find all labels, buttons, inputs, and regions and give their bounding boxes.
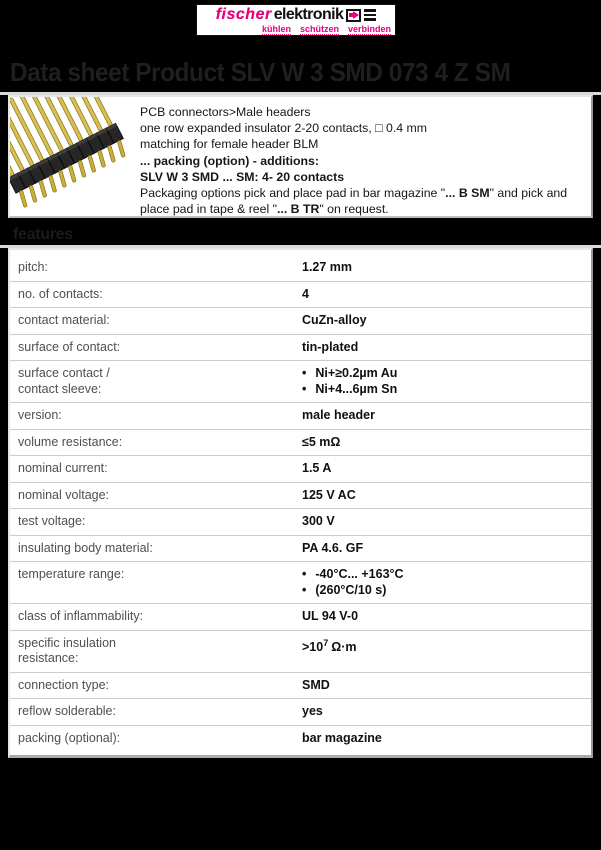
logo-brand-fischer: fischer: [215, 6, 272, 23]
logo-brand-elektronik: elektronik: [273, 6, 344, 23]
product-line-matching: matching for female header BLM: [140, 137, 319, 152]
code-b-tr: ... B TR: [277, 202, 320, 217]
product-line-packing-option: ... packing (option) - additions:: [140, 153, 319, 168]
table-row-surface-of-contact: [10, 335, 591, 362]
tagline-word-kuehlen: kühlen: [261, 24, 291, 34]
tagline-word-schuetzen: schützen: [299, 24, 339, 34]
features-table: [8, 248, 593, 758]
row-label: connection type:: [18, 677, 110, 692]
row-value: 1.5 A: [302, 461, 332, 475]
row-value: • -40°C... +163°C • (260°C/10 s): [302, 567, 404, 597]
row-label: nominal current:: [18, 461, 108, 475]
row-label-line1: specific insulation: [18, 635, 116, 650]
row-value: tin-plated: [302, 339, 359, 354]
row-value: SMD: [302, 677, 330, 692]
row-label: test voltage:: [18, 514, 86, 528]
row-value: male header: [302, 408, 375, 422]
row-label: no. of contacts:: [18, 286, 103, 301]
table-row-surface-contact-sleeve: [10, 361, 591, 403]
row-label: pitch:: [18, 260, 48, 274]
row-label-line1: surface contact /: [18, 366, 110, 380]
table-row-packing: [10, 726, 591, 752]
table-row-connection-type: [10, 673, 591, 700]
row-label: surface of contact:: [18, 339, 121, 354]
table-row-volume-resistance: [10, 430, 591, 457]
row-value: ≤5 mΩ: [302, 434, 341, 449]
row-value: • Ni+≥0.2µm Au • Ni+4...6µm Sn: [302, 366, 398, 396]
bullet-icon: •: [302, 366, 307, 380]
row-value: bar magazine: [302, 730, 382, 745]
row-label: insulating body material:: [18, 540, 153, 555]
row-value: 4: [302, 286, 309, 301]
pin-header-illustration: [10, 97, 132, 216]
table-row-version: [10, 403, 591, 430]
row-value: $>10^7$ Ω·m: [302, 637, 357, 654]
product-line-category: PCB connectors>Male headers: [140, 105, 311, 119]
fischer-elektronik-logo: [196, 4, 396, 36]
product-line-packaging: Packaging options pick and place pad in bar magazine "... B SM" and pick and place pad in tape & reel "... B TR" on request.: [140, 186, 568, 217]
page-title: Data sheet Product SLV W 3 SMD 073 4 Z SM: [10, 57, 511, 87]
table-row-insulating-body-material: [10, 536, 591, 563]
table-row-contact-material: [10, 308, 591, 335]
row-value: 125 V AC: [302, 487, 356, 502]
heatsink-bars-icon: [364, 9, 376, 21]
row-label: version:: [18, 408, 62, 422]
table-row-test-voltage: [10, 509, 591, 536]
arrow-right-icon: [346, 9, 361, 22]
row-value: 1.27 mm: [302, 260, 353, 274]
arrow-head: [353, 11, 359, 19]
table-row-reflow-solderable: [10, 699, 591, 726]
row-label: packing (optional):: [18, 730, 121, 745]
table-row-nominal-current: [10, 456, 591, 483]
product-summary-box: [8, 95, 593, 218]
row-value: UL 94 V-0: [302, 609, 359, 623]
row-label: reflow solderable:: [18, 704, 116, 718]
row-value: CuZn-alloy: [302, 313, 367, 327]
row-label: temperature range:: [18, 567, 125, 581]
product-line-row-info: one row expanded insulator 2-20 contacts, □ 0.4 mm: [140, 121, 427, 136]
row-label: contact material:: [18, 313, 110, 327]
row-label: class of inflammability:: [18, 609, 144, 623]
features-heading: features: [13, 226, 73, 243]
table-row-pitch: [10, 255, 591, 282]
product-photo: [10, 97, 132, 216]
table-row-nominal-voltage: [10, 483, 591, 510]
product-description: [132, 97, 591, 216]
table-row-specific-insulation-resistance: [10, 631, 591, 673]
bullet-icon: •: [302, 582, 307, 597]
table-row-inflammability: [10, 604, 591, 631]
row-label: nominal voltage:: [18, 487, 110, 502]
row-value: PA 4.6. GF: [302, 540, 364, 555]
row-label-line2: contact sleeve:: [18, 381, 102, 396]
code-b-sm: ... B SM: [445, 186, 490, 201]
row-label-line2: resistance:: [18, 651, 79, 665]
table-row-temperature-range: [10, 562, 591, 604]
logo-tagline: [201, 24, 391, 35]
row-value: 300 V: [302, 514, 335, 528]
product-line-series-contacts: SLV W 3 SMD ... SM: 4- 20 contacts: [140, 169, 345, 184]
row-value: yes: [302, 704, 323, 718]
bullet-icon: •: [302, 381, 307, 396]
tagline-word-verbinden: verbinden: [347, 24, 391, 34]
row-label: volume resistance:: [18, 434, 123, 449]
bullet-icon: •: [302, 567, 307, 581]
logo-brand-row: [201, 6, 391, 24]
table-row-contacts: [10, 282, 591, 309]
